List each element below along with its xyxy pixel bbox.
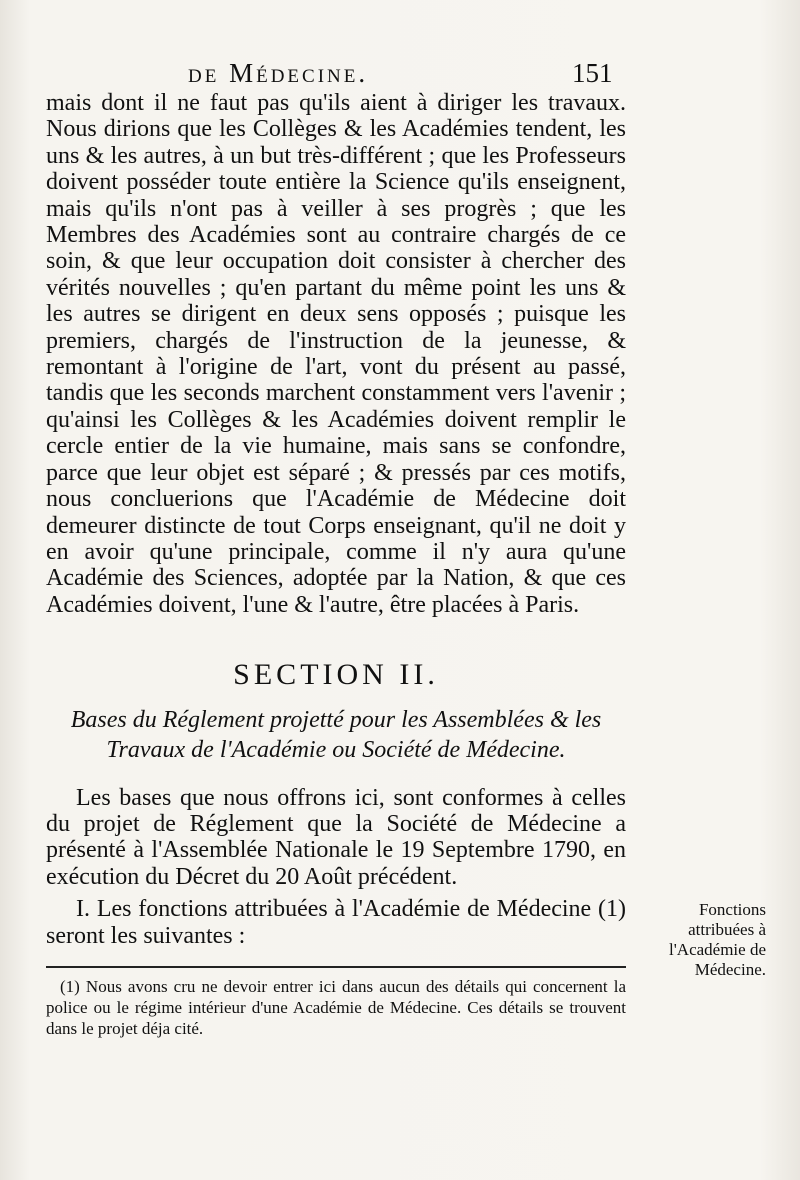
main-text <box>46 90 626 949</box>
section-title: SECTION II. <box>233 658 439 692</box>
page-number: 151 <box>572 58 613 88</box>
section-subtitle: Bases du Réglement projetté pour les Assemblées & les Travaux de l'Académie ou Société de Médecine. <box>70 706 602 763</box>
footnote-divider <box>46 966 626 968</box>
paragraph: mais dont il ne faut pas qu'ils aient à diriger les travaux. Nous dirions que les Collèges & les Académies tendent, les uns & les autres, à un but très-différent ; que les Professeurs doivent posséder toute entière la Science qu'ils enseignent, mais qu'ils n'ont pas à veiller à ses progrès ; que les Membres des Académies sont au contraire chargés de ce soin, & que leur occupation doit consister à chercher des vérités nouvelles ; qu'en partant du même point les uns & les autres se dirigent en deux sens opposés ; puisque les premiers, chargés de l'instruction de la jeunesse, & remontant à l'origine de l'art, vont du présent au passé, tandis que les seconds marchent constamment vers l'avenir ; qu'ainsi les Collèges & les Académies doivent remplir le cercle entier de la vie humaine, mais sans se confondre, parce que leur objet est séparé ; & pressés par ces motifs, nous concluerions que l'Académie de Médecine doit demeurer distincte de tout Corps enseignant, qu'il ne doit y en avoir qu'une principale, comme il n'y aura qu'une Académie des Sciences, adoptée par la Nation, & que ces Académies doivent, l'une & l'autre, être placées à Paris. <box>46 90 626 618</box>
footnote-text: (1) Nous avons cru ne devoir entrer ici dans aucun des détails qui concernent la police ou le régime intérieur d'une Académie de Médecine. Ces détails se trouvent dans le projet déja cité. <box>46 977 626 1038</box>
footnote <box>46 976 626 1039</box>
margin-note: Fonctions attribuées à l'Académie de Médecine. <box>669 900 766 979</box>
paragraph: Les bases que nous offrons ici, sont conformes à celles du projet de Réglement que la Société de Médecine a présenté à l'Assemblée Nationale le 19 Septembre 1790, en exécution du Décret du 20 Août précédent. <box>46 784 626 890</box>
article-paragraph: I. Les fonctions attribuées à l'Académie de Médecine (1) seront les suivantes : <box>46 896 626 949</box>
running-head: de Médecine. <box>188 58 369 88</box>
